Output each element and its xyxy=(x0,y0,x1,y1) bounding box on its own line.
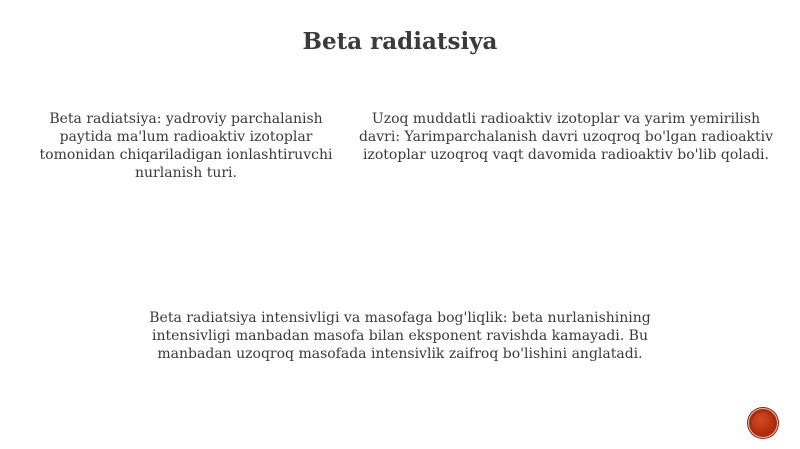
slide-title: Beta radiatsiya xyxy=(302,28,498,55)
text-block-half-life: Uzoq muddatli radioaktiv izotoplar va yarim yemirilish davri: Yarimparchalanish davri uzoqroq bo'lgan radioaktiv izotoplar uzoqroq vaqt davomida radioaktiv bo'lib qoladi. xyxy=(358,111,774,163)
slide-nav-button[interactable] xyxy=(748,408,778,438)
circle-button-icon xyxy=(752,412,774,434)
text-block-definition: Beta radiatsiya: yadroviy parchalanish paytida ma'lum radioaktiv izotoplar tomonidan chiqariladigan ionlashtiruvchi nurlanish turi. xyxy=(39,111,333,181)
text-block-intensity: Beta radiatsiya intensivligi va masofaga bog'liqlik: beta nurlanishining intensivligi manbadan masofa bilan eksponent ravishda kamayadi. Bu manbadan uzoqroq masofada intensivlik zaifroq bo'lishini anglatadi. xyxy=(149,310,651,362)
